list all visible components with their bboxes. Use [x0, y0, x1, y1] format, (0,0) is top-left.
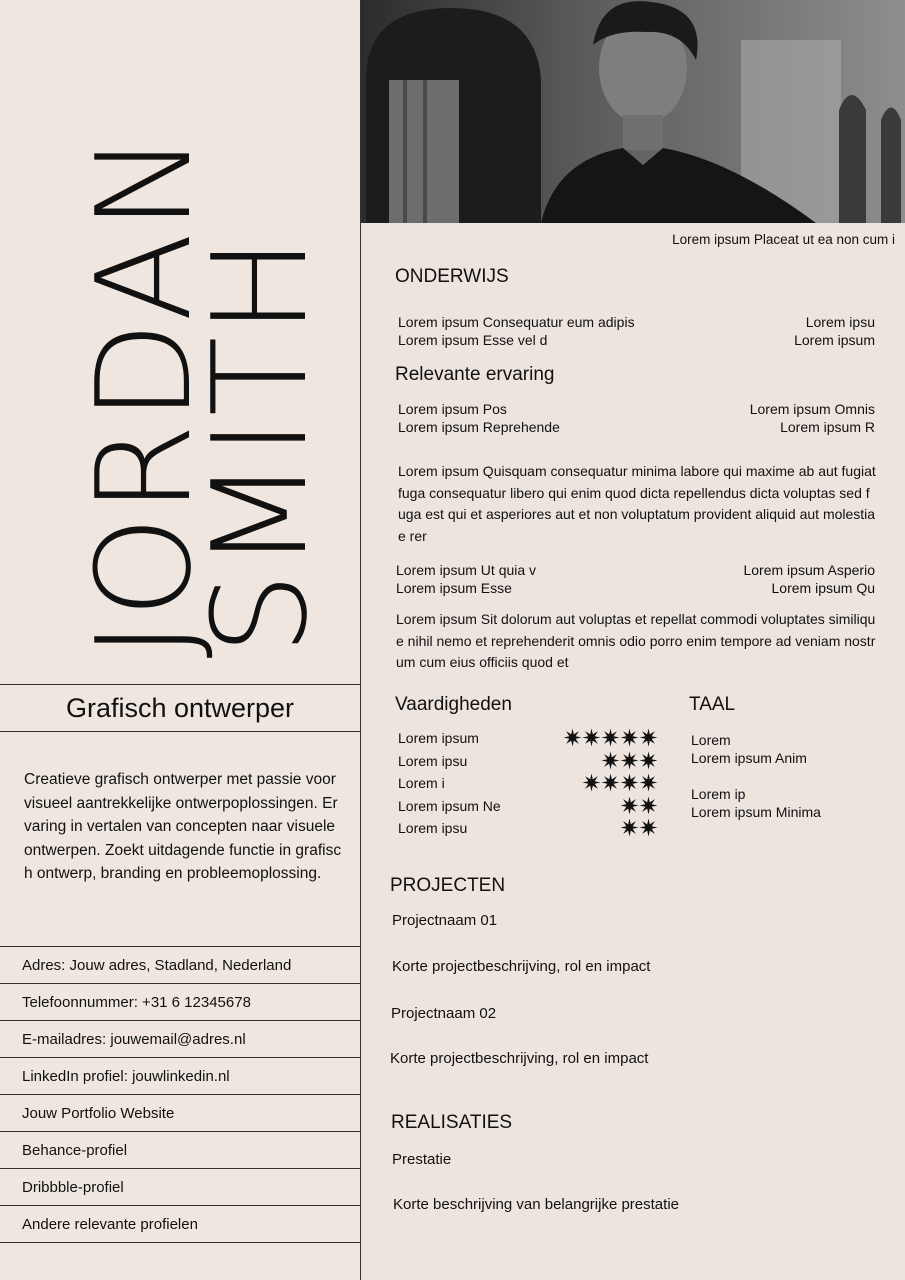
language-list [691, 731, 821, 821]
skill-row [398, 730, 658, 753]
language-heading: TAAL [689, 694, 736, 715]
experience-entry-2 [396, 561, 875, 597]
job1-location: Lorem ipsum R [780, 419, 875, 435]
star-icon [639, 818, 658, 837]
skill-label: Lorem ipsum Ne [398, 797, 501, 814]
contact-email[interactable]: E-mailadres: jouwemail@adres.nl [0, 1021, 360, 1058]
skill-rating [620, 796, 658, 815]
contact-portfolio[interactable]: Jouw Portfolio Website [0, 1095, 360, 1132]
project-description: Korte projectbeschrijving, rol en impact [392, 958, 651, 975]
star-icon [582, 773, 601, 792]
job-title-text: Grafisch ontwerper [65, 692, 295, 723]
projects-heading: PROJECTEN [390, 875, 506, 896]
education-location: Lorem ipsum [794, 332, 875, 348]
contact-phone: Telefoonnummer: +31 6 12345678 [0, 984, 360, 1021]
star-icon [620, 796, 639, 815]
language-level: Lorem ipsum Anim [691, 750, 807, 766]
star-icon [620, 728, 639, 747]
job2-left [396, 561, 536, 597]
job2-right [743, 561, 875, 597]
skill-label: Lorem ipsu [398, 820, 468, 836]
job1-right [750, 400, 875, 436]
star-icon [620, 751, 639, 770]
star-icon [601, 773, 620, 792]
skill-rating [582, 773, 658, 792]
language-level: Lorem ipsum Minima [691, 804, 821, 820]
first-name: JORDAN [68, 131, 220, 659]
star-icon [620, 773, 639, 792]
contact-dribbble[interactable]: Dribbble-profiel [0, 1169, 360, 1206]
job1-description: Lorem ipsum Quisquam consequatur minima labore qui maxime ab aut fugiat fuga consequatur libero qui enim quod dicta repellendus dicta voluptas sed fuga est qui et asperiores aut et non voluptatum provident aliquid aut molestiae rer [398, 463, 876, 544]
contact-list [0, 946, 360, 1243]
skill-row [398, 775, 658, 798]
skill-label: Lorem ipsum [398, 730, 479, 746]
photo-caption: Lorem ipsum Placeat ut ea non cum i [672, 232, 895, 247]
skills-heading: Vaardigheden [395, 694, 512, 715]
contact-linkedin[interactable]: LinkedIn profiel: jouwlinkedin.nl [0, 1058, 360, 1095]
job-title [0, 684, 360, 732]
star-icon [620, 818, 639, 837]
job1-period: Lorem ipsum Omnis [749, 401, 875, 417]
job2-company: Lorem ipsum Esse [396, 580, 512, 596]
profile-summary: Creatieve grafisch ontwerper met passie voor visueel aantrekkelijke ontwerpoplossingen. Ervaring in vertalen van concepten naar visuele ontwerpen. Zoekt uitdagende functie in grafisch ontwerp, branding en probleemoplossing. [24, 771, 342, 882]
job2-period: Lorem ipsum Asperio [743, 562, 875, 578]
skill-row [398, 798, 658, 821]
skill-rating [601, 751, 658, 770]
project-description: Korte projectbeschrijving, rol en impact [390, 1050, 649, 1067]
star-icon [601, 751, 620, 770]
education-degree: Lorem ipsum Consequatur eum adipis [398, 314, 635, 330]
star-icon [582, 728, 601, 747]
education-left [398, 313, 635, 349]
education-heading: ONDERWIJS [395, 266, 509, 287]
language-name: Lorem ip [691, 786, 746, 802]
skill-label: Lorem ipsu [398, 752, 468, 769]
achievement-title: Prestatie [392, 1151, 452, 1168]
star-icon [639, 728, 658, 747]
job2-title: Lorem ipsum Ut quia v [396, 562, 537, 578]
project-name: Projectnaam 01 [392, 912, 498, 929]
contact-behance[interactable]: Behance-profiel [0, 1132, 360, 1169]
star-icon [601, 728, 620, 747]
job2-description: Lorem ipsum Sit dolorum aut voluptas et repellat commodi voluptates similique nihil nemo et reprehenderit omnis odio porro enim tempore ad veniam nostrum cum eius officiis quod et [396, 611, 876, 670]
language-name: Lorem [691, 732, 731, 748]
skill-rating [620, 818, 658, 837]
skill-row [398, 753, 658, 776]
achievement-description: Korte beschrijving van belangrijke prestatie [393, 1196, 679, 1213]
experience-heading: Relevante ervaring [395, 364, 555, 385]
job1-company: Lorem ipsum Reprehende [398, 419, 560, 435]
sidebar [0, 0, 361, 1280]
experience-entry-1 [398, 400, 875, 436]
achievements-heading: REALISATIES [391, 1112, 513, 1133]
contact-other[interactable]: Andere relevante profielen [0, 1206, 360, 1243]
main-content [361, 0, 905, 1280]
job2-location: Lorem ipsum Qu [771, 580, 875, 596]
job1-title: Lorem ipsum Pos [398, 401, 507, 417]
job1-left [398, 400, 560, 436]
project-name: Projectnaam 02 [391, 1005, 497, 1022]
star-icon [639, 751, 658, 770]
last-name: SMITH [184, 234, 336, 656]
education-school: Lorem ipsum Esse vel d [398, 332, 548, 348]
skill-label: Lorem i [398, 775, 445, 791]
skills-list [398, 730, 658, 843]
star-icon [639, 773, 658, 792]
skill-rating [563, 728, 658, 747]
education-entry [398, 313, 875, 349]
star-icon [639, 796, 658, 815]
star-icon [563, 728, 582, 747]
education-period: Lorem ipsu [805, 314, 875, 330]
education-right [794, 313, 875, 349]
contact-address: Adres: Jouw adres, Stadland, Nederland [0, 947, 360, 984]
skill-row [398, 820, 658, 843]
